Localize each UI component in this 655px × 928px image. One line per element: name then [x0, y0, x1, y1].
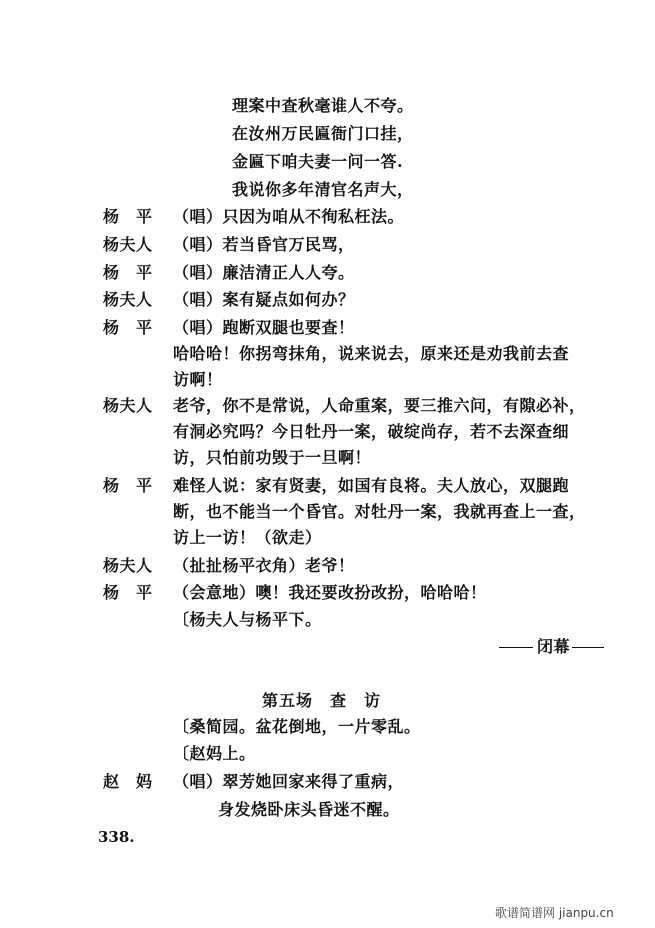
dialogue-line: （唱）案有疑点如何办？ [173, 290, 355, 309]
verse-line-3: 金匾下咱夫妻一问一答. [232, 152, 404, 171]
dialogue-line: （唱）只因为咱从不徇私枉法。 [173, 207, 405, 226]
dialogue-line: 哈哈哈！你拐弯抹角，说来说去，原来还是劝我前去查 [173, 344, 570, 363]
curtain-label: 闭幕 [537, 637, 571, 656]
dialogue-line: 有洞必究吗？今日牡丹一案，破绽尚存，若不去深查细 [173, 422, 570, 441]
verse-line-1: 理案中查秋毫谁人不夸。 [232, 96, 414, 115]
verse-line-2: 在汝州万民匾衙门口挂， [232, 124, 414, 143]
curtain-rule-right [572, 647, 604, 648]
speaker-name: 杨夫人 [103, 290, 153, 309]
curtain-rule-left [499, 647, 533, 648]
speaker-name: 杨 平 [103, 318, 153, 337]
scene-direction: 〔桑简园。盆花倒地，一片零乱。 [173, 717, 421, 736]
dialogue-line: 身发烧卧床头昏迷不醒。 [218, 800, 400, 819]
dialogue-line: 断，也不能当一个昏官。对牡丹一案，我就再查上一查， [173, 502, 586, 521]
dialogue-line: （唱）翠芳她回家来得了重病， [173, 772, 405, 791]
speaker-name: 赵 妈 [103, 772, 153, 791]
dialogue-line: （唱）跑断双腿也要查！ [173, 318, 355, 337]
stage-direction: 〔杨夫人与杨平下。 [173, 610, 322, 629]
dialogue-line: （唱）若当昏官万民骂， [173, 235, 355, 254]
verse-line-4: 我说你多年清官名声大， [232, 180, 414, 199]
speaker-name: 杨夫人 [103, 556, 153, 575]
watermark: 歌谱简谱网 jianpu.cn [495, 906, 614, 920]
scene-direction: 〔赵妈上。 [173, 744, 256, 763]
speaker-name: 杨 平 [103, 207, 153, 226]
dialogue-line: 难怪人说：家有贤妻，如国有良将。夫人放心，双腿跑 [173, 476, 570, 495]
scene-title: 第五场 查 访 [262, 691, 382, 710]
dialogue-line: 访啊！ [173, 370, 223, 389]
dialogue-line: （唱）廉洁清正人人夸。 [173, 263, 355, 282]
dialogue-line: 访，只怕前功毁于一旦啊！ [173, 448, 372, 467]
dialogue-line: （会意地）噢！我还要改扮改扮，哈哈哈！ [173, 583, 487, 602]
page-number: 338. [98, 828, 135, 846]
speaker-name: 杨 平 [103, 583, 153, 602]
dialogue-line: 老爷，你不是常说，人命重案，要三推六问，有隙必补， [173, 396, 586, 415]
dialogue-line: 访上一访！（欲走） [173, 528, 322, 547]
dialogue-line: （扯扯杨平衣角）老爷！ [173, 556, 355, 575]
speaker-name: 杨夫人 [103, 235, 153, 254]
speaker-name: 杨 平 [103, 263, 153, 282]
speaker-name: 杨夫人 [103, 396, 153, 415]
speaker-name: 杨 平 [103, 476, 153, 495]
